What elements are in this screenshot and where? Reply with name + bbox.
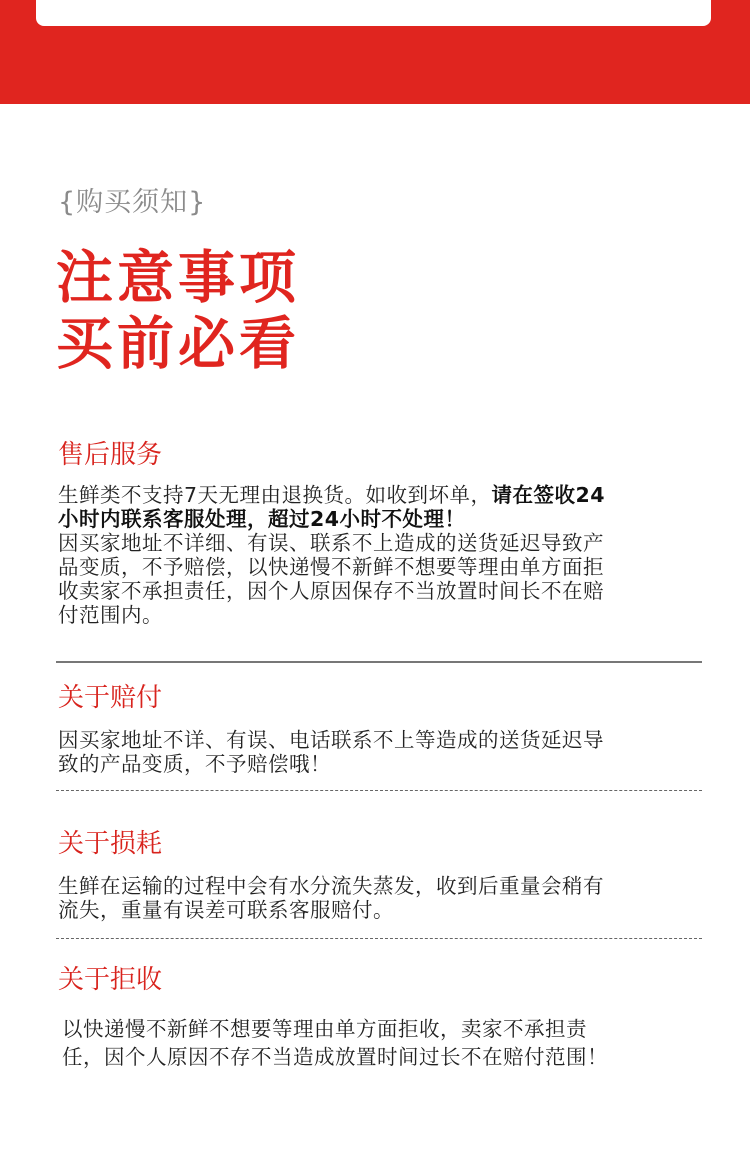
after-sales-line-4: 品变质，不予赔偿，以快递慢不新鲜不想要等理由单方面拒: [58, 555, 604, 579]
after-sales-line-1-bold: 请在签收24: [491, 483, 606, 507]
dashed-divider: [56, 790, 702, 791]
section-tag: {购买须知}: [58, 187, 207, 218]
after-sales-line-1-normal: 生鲜类不支持7天无理由退换货。如收到坏单，: [58, 483, 492, 507]
compensation-title: 关于赔付: [58, 683, 163, 713]
loss-line-2: 流失，重量有误差可联系客服赔付。: [58, 898, 394, 922]
after-sales-line-5: 收卖家不承担责任，因个人原因保存不当放置时间长不在赔: [58, 579, 604, 603]
after-sales-line-6: 付范围内。: [58, 603, 163, 627]
rejection-line-2: 任，因个人原因不存不当造成放置时间过长不在赔付范围！: [62, 1045, 608, 1069]
after-sales-body: [58, 483, 698, 627]
after-sales-line-3: 因买家地址不详细、有误、联系不上造成的送货延迟导致产: [58, 531, 604, 555]
loss-line-1: 生鲜在运输的过程中会有水分流失蒸发，收到后重量会稍有: [58, 874, 604, 898]
headline-notice: 注意事项: [56, 245, 300, 311]
rejection-line-1: 以快递慢不新鲜不想要等理由单方面拒收，卖家不承担责: [62, 1017, 587, 1041]
top-card: [36, 0, 711, 26]
after-sales-title: 售后服务: [58, 440, 163, 470]
compensation-line-2: 致的产品变质，不予赔偿哦！: [58, 752, 331, 776]
rejection-title: 关于拒收: [58, 965, 163, 995]
after-sales-line-2: 小时内联系客服处理，超过24小时不处理！: [58, 507, 466, 531]
loss-title: 关于损耗: [58, 829, 163, 859]
after-sales-line-1: [58, 483, 698, 507]
compensation-line-1: 因买家地址不详、有误、电话联系不上等造成的送货延迟导: [58, 728, 604, 752]
dashed-divider: [56, 938, 702, 939]
compensation-body: [58, 728, 698, 776]
rejection-body: [62, 1017, 702, 1069]
section-divider: [56, 661, 702, 663]
loss-body: [58, 874, 698, 922]
headline-must-read: 买前必看: [56, 311, 300, 377]
